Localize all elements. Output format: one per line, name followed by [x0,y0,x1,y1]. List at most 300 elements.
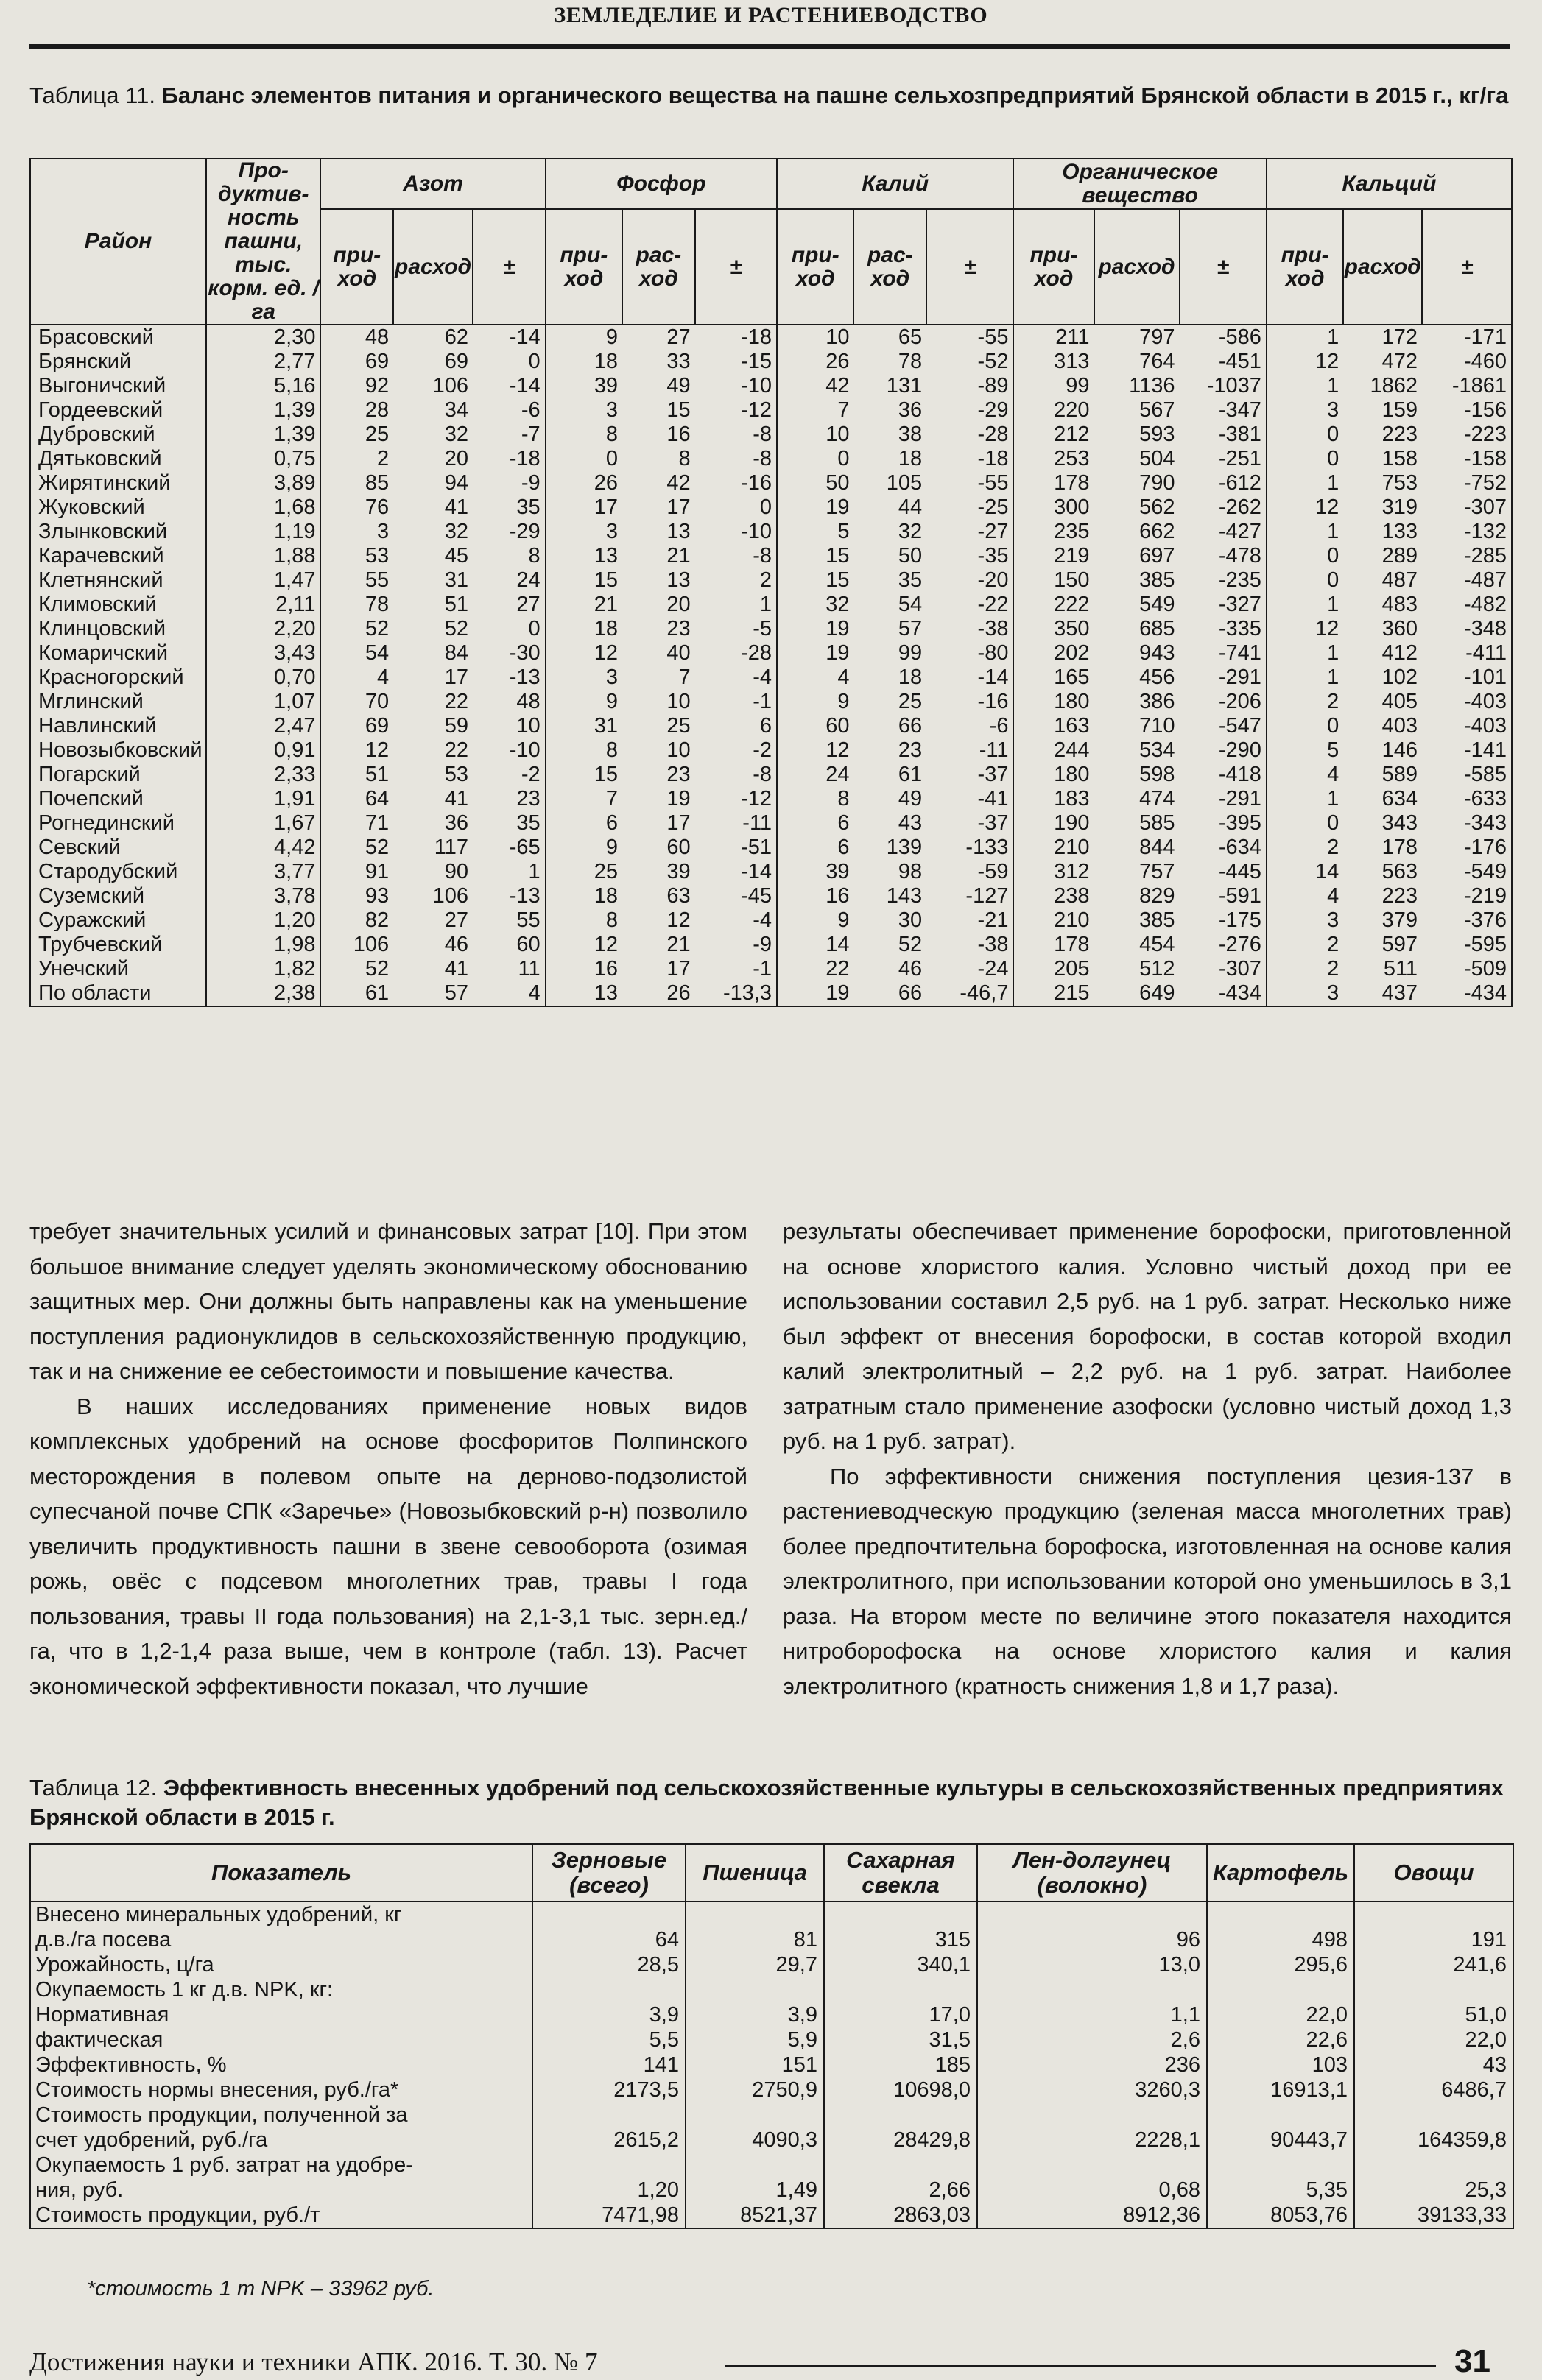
table-cell: 32 [777,593,853,617]
table-cell: 205 [1013,957,1094,981]
table-cell: 15 [546,763,622,787]
table-cell: 44 [898,495,923,519]
table-cell: -35 [977,544,1009,568]
table-cell: 50 [898,544,923,568]
table-cell: -14 [741,860,772,883]
table-cell: 59 [444,714,469,738]
table-cell: 38 [898,423,923,446]
table-row [30,2203,1513,2228]
table-cell: -1 [753,690,772,713]
table-cell: 9 [777,908,853,933]
table-cell: 437 [1381,981,1418,1005]
table-cell: 1136 [1129,374,1175,398]
table-cell: 757 [1139,860,1175,883]
table-cell: 23 [666,763,691,786]
table-cell: 57 [898,617,923,640]
table-cell: 244 [1013,738,1094,763]
table-cell: -418 [1218,763,1261,786]
table-cell: -18 [509,447,541,470]
table-row [30,2077,1513,2102]
table-cell: 1,1 [977,2002,1207,2027]
table-cell: 32 [898,520,923,543]
table-cell: 223 [1381,884,1418,908]
table-cell: 51 [320,763,393,787]
table-cell: 1,39 [206,398,320,423]
table12-caption [29,1773,1513,1832]
table-cell: 16913,1 [1207,2077,1354,2102]
table-cell: -30 [509,641,541,665]
table-cell: 2,30 [206,325,320,350]
table-cell: 25 [320,423,393,447]
table-cell: -741 [1218,641,1261,665]
col-potassium: Калий [777,158,1013,209]
table-cell [686,1977,824,2002]
table-cell: -8 [753,544,772,568]
table-cell: 49 [898,787,923,811]
table-cell: 235 [1013,520,1094,544]
table-cell: -14 [509,325,541,349]
district-name: Красногорский [38,665,184,689]
table-cell: -127 [965,884,1009,908]
table-cell: 60 [516,933,541,956]
table-cell: -434 [1218,981,1261,1005]
table-cell: 55 [320,568,393,593]
table-cell: 25 [898,690,923,713]
table-cell: -11 [742,811,772,835]
table-cell: -2 [753,738,772,762]
table-cell: 1,47 [206,568,320,593]
table-cell: -585 [1463,763,1507,786]
table-cell [824,2153,977,2178]
table-cell: 2 [759,568,772,592]
table-cell: 3,89 [206,471,320,495]
table-cell: 1 [1267,520,1343,544]
table-cell: 1 [759,593,772,616]
table-cell: 797 [1139,325,1175,349]
table-row [30,690,1512,714]
table-cell: 210 [1013,908,1094,933]
table-cell: 51 [444,593,469,616]
table-cell: 42 [666,471,691,495]
table-cell: 85 [320,471,393,495]
table-cell: 27 [666,325,691,349]
table-row [30,1927,1513,1952]
table-cell: -45 [741,884,772,908]
table-cell: 829 [1139,884,1175,908]
table-cell: 340,1 [824,1952,977,1977]
table-cell: 69 [444,350,469,373]
table-cell: -20 [977,568,1009,592]
table-row [30,2127,1513,2153]
table-cell: 1,91 [206,787,320,811]
table-cell: 28429,8 [824,2127,977,2153]
table-cell: 3,9 [532,2002,686,2027]
table-cell: 17 [666,495,691,519]
table-cell: -37 [977,763,1009,786]
table-cell: 943 [1139,641,1175,665]
table-cell: 4,42 [206,836,320,860]
table-cell: 16 [546,957,622,981]
table-cell: 212 [1013,423,1094,447]
table-cell: 12 [1267,617,1343,641]
table-cell: 1,88 [206,544,320,568]
table-cell: 222 [1013,593,1094,617]
table-cell: -55 [977,325,1009,349]
table-cell: -251 [1218,447,1261,470]
table-row [30,933,1512,957]
table-cell: 27 [516,593,541,616]
table-cell: 18 [898,447,923,470]
table-row [30,593,1512,617]
table-cell: 5 [1267,738,1343,763]
table-cell: 1 [1267,787,1343,811]
table-cell: -4 [753,665,772,689]
table-cell: 312 [1013,860,1094,884]
table-cell: 12 [1267,495,1343,520]
col-balance: ± [1180,209,1267,325]
table-cell: 19 [777,495,853,520]
table-cell: 598 [1139,763,1175,786]
table-cell: 16 [777,884,853,908]
table-cell: -4 [753,908,772,932]
col-potato: Картофель [1207,1844,1354,1901]
table-cell: 6 [777,811,853,836]
table-cell: 41 [444,495,469,519]
table-cell: 60 [777,714,853,738]
table-cell: 241,6 [1354,1952,1513,1977]
col-balance: ± [926,209,1013,325]
table-row [30,1977,1513,2002]
table-cell: -12 [741,787,772,811]
table-cell: 39 [666,860,691,883]
table-cell: 685 [1139,617,1175,640]
district-name: Трубчевский [38,933,163,956]
table-cell: 5,16 [206,374,320,398]
district-name: Суражский [38,908,147,932]
table-row [30,763,1512,787]
table-cell: 2173,5 [532,2077,686,2102]
col-grain: Зерновые (всего) [532,1844,686,1901]
table-cell: 27 [444,908,469,932]
table-cell: 23 [516,787,541,811]
table-cell: -16 [741,471,772,495]
table-cell: 15 [546,568,622,593]
table-cell: 0 [528,350,541,373]
table-cell: 8 [546,738,622,763]
table-cell [824,1977,977,2002]
table-cell: -37 [977,811,1009,835]
table-cell [824,2102,977,2127]
table-cell: 19 [777,617,853,641]
table-cell: 697 [1139,544,1175,568]
district-name: Брянский [38,350,132,373]
table-cell: 21 [666,544,691,568]
table-cell: -460 [1463,350,1507,373]
table-row [30,2153,1513,2178]
table-cell: -15 [741,350,772,373]
table-cell: 0 [1267,714,1343,738]
indicator-label: Окупаемость 1 руб. затрат на удобре- [35,2153,413,2177]
table-cell: 483 [1381,593,1418,616]
table-cell: -482 [1463,593,1507,616]
table-cell: 7 [546,787,622,811]
table-cell: 28 [320,398,393,423]
table-cell: 662 [1139,520,1175,543]
table-cell: 567 [1139,398,1175,422]
table-cell: 64 [320,787,393,811]
table-cell: 1,20 [532,2178,686,2203]
col-out: расход [853,209,926,325]
table-cell: 36 [444,811,469,835]
table-row [30,714,1512,738]
table-cell: 178 [1381,836,1418,859]
table-cell: 12 [546,641,622,665]
table-cell: 19 [666,787,691,811]
table-cell: -335 [1218,617,1261,640]
paragraph: результаты обеспечивает применение борофоски, приготовленной на основе хлористого калия. Условно чистый доход при ее использовании составил 2,5 руб. на 1 руб. затрат. Несколько ниже был эффект от внесения борофоски, в состав которой входил калий электролитный – 2,2 руб. на 1 руб. затрат. Наиболее затратным стало применение азофоски (условно чистый доход 1,3 руб. на 1 руб. затрат). [783,1218,1512,1454]
table-cell: -46,7 [960,981,1009,1005]
indicator-label: Стоимость продукции, полученной за [35,2103,408,2127]
table-cell: 28,5 [532,1952,686,1977]
table-cell: 202 [1013,641,1094,665]
table-cell: 48 [320,325,393,350]
district-name: Клетнянский [38,568,163,592]
table-cell: -549 [1463,860,1507,883]
indicator-label: ния, руб. [35,2178,124,2202]
table-cell: -348 [1463,617,1507,640]
table-row [30,447,1512,471]
table-cell: -1861 [1451,374,1507,398]
table-cell [1207,1901,1354,1927]
table-cell: -24 [977,957,1009,981]
table-cell: 2,11 [206,593,320,617]
table-cell: 1 [1267,374,1343,398]
district-name: Клинцовский [38,617,166,640]
table-cell [1354,1901,1513,1927]
table-cell: -2 [521,763,541,786]
table-cell: -52 [977,350,1009,373]
table-cell: 51,0 [1354,2002,1513,2027]
footer-rule [725,2365,1436,2367]
table-cell: -12 [741,398,772,422]
table-cell: 84 [444,641,469,665]
table-cell: 26 [666,981,691,1005]
table-cell: 81 [686,1927,824,1952]
table-cell: 133 [1381,520,1418,543]
table-cell: -434 [1463,981,1507,1005]
table-cell: 5,9 [686,2027,824,2052]
table-cell: -18 [977,447,1009,470]
table-cell: 386 [1139,690,1175,713]
table-cell: 13 [546,544,622,568]
table-cell: 49 [666,374,691,398]
page-number: 31 [1454,2343,1490,2379]
table-cell: -487 [1463,568,1507,592]
table-cell: -16 [977,690,1009,713]
table-cell: 190 [1013,811,1094,836]
table-cell: -10 [509,738,541,762]
table-cell: -22 [977,593,1009,616]
table-row [30,908,1512,933]
table-cell: 12 [666,908,691,932]
table-cell: 64 [532,1927,686,1952]
district-name: Мглинский [38,690,144,713]
table-cell [977,1977,1207,2002]
text-column-right [783,1214,1512,1703]
table-cell: -327 [1218,593,1261,616]
journal-footer: Достижения науки и техники АПК. 2016. Т. 30. № 7 [29,2348,598,2376]
table-cell: 634 [1381,787,1418,811]
table-cell: -65 [509,836,541,859]
table-cell: 2863,03 [824,2203,977,2228]
table-cell: 39133,33 [1354,2203,1513,2228]
table-cell: 41 [444,957,469,981]
table-cell: -158 [1463,447,1507,470]
table-cell: 17,0 [824,2002,977,2027]
table-cell: 180 [1013,690,1094,714]
table-cell: 52 [444,617,469,640]
table-cell: 103 [1207,2052,1354,2077]
table-cell: 131 [886,374,923,398]
table-cell: -38 [977,933,1009,956]
table-cell: 379 [1381,908,1418,932]
table-row [30,495,1512,520]
table-cell: 151 [686,2052,824,2077]
table-cell: -634 [1218,836,1261,859]
table-cell: 3,9 [686,2002,824,2027]
table-cell: 764 [1139,350,1175,373]
col-phosphorus: Фосфор [546,158,777,209]
col-organic: Органическое вещество [1013,158,1266,209]
table-cell: 4 [320,665,393,690]
table-cell: -347 [1218,398,1261,422]
table-row [30,2027,1513,2052]
table-cell: 26 [546,471,622,495]
table11 [29,158,1513,1007]
table-cell: 0 [1267,568,1343,593]
table-cell: 52 [898,933,923,956]
district-name: Выгоничский [38,374,166,398]
col-out: расход [622,209,695,325]
table-cell: 99 [898,641,923,665]
table-cell: 563 [1381,860,1418,883]
table-cell: 4 [1267,884,1343,908]
table-cell: 456 [1139,665,1175,689]
table-cell: 1,68 [206,495,320,520]
table-cell: 43 [898,811,923,835]
table-row [30,811,1512,836]
table-cell: 18 [898,665,923,689]
table-row [30,617,1512,641]
table-cell: 319 [1381,495,1418,519]
table-cell: 8912,36 [977,2203,1207,2228]
table-cell: 25 [666,714,691,738]
table-cell: 17 [666,811,691,835]
table-cell: 17 [666,957,691,981]
table-cell: 2615,2 [532,2127,686,2153]
table-cell: -307 [1218,957,1261,981]
table-cell: 14 [1267,860,1343,884]
col-indicator: Показатель [30,1844,532,1901]
table-cell: -262 [1218,495,1261,519]
table-cell: 403 [1381,714,1418,738]
table-cell: 2,77 [206,350,320,374]
district-name: По области [38,981,152,1005]
table12-caption-title: Эффективность внесенных удобрений под сельскохозяйственные культуры в сельскохозяйственных предприятиях Брянской области в 2015 г. [29,1775,1504,1830]
table-cell: 360 [1381,617,1418,640]
table-cell [532,1901,686,1927]
table-cell: 50 [777,471,853,495]
table-cell: -9 [521,471,541,495]
table-cell: 1,20 [206,908,320,933]
table-cell: -9 [753,933,772,956]
table-cell [1207,2102,1354,2127]
table-cell: 593 [1139,423,1175,446]
table-cell: 17 [444,665,469,689]
table-cell: 7 [777,398,853,423]
table-cell: -633 [1463,787,1507,811]
table-cell: 13 [546,981,622,1006]
table-cell [977,2153,1207,2178]
table-cell: 1862 [1370,374,1418,398]
table-cell: -14 [509,374,541,398]
table-cell [1207,2153,1354,2178]
table-cell [824,1901,977,1927]
table-cell: 1,07 [206,690,320,714]
table-cell: 25,3 [1354,2178,1513,2203]
table-cell: 2,20 [206,617,320,641]
col-balance: ± [473,209,546,325]
table-cell [977,2102,1207,2127]
table-cell: 35 [516,811,541,835]
table-cell: 343 [1381,811,1418,835]
table-cell: 3 [546,665,622,690]
district-name: Унечский [38,957,129,981]
table-row [30,471,1512,495]
table-cell [532,2153,686,2178]
paragraph: По эффективности снижения поступления цезия-137 в растениеводческую продукцию (зеленая масса многолетних трав) более предпочтительна борофоска, изготовленная на основе калия электролитного, при использовании которой оно уменьшилось в 3,1 раза. На втором месте по величине этого показателя находится нитроборофоска на основе хлористого калия и калия электролитного (кратность снижения 1,8 и 1,7 раза). [783,1463,1512,1699]
table-cell: 511 [1383,957,1418,981]
table-cell: 219 [1013,544,1094,568]
table-cell: 25 [546,860,622,884]
district-name: Дятьковский [38,447,162,470]
table-cell: -13,3 [722,981,772,1005]
table-cell: -395 [1218,811,1261,835]
table-cell: -586 [1218,325,1261,349]
table-cell: -403 [1463,690,1507,713]
table-cell: -11 [979,738,1009,762]
table-cell [532,2102,686,2127]
table-cell: 0 [759,495,772,519]
col-out: расход [1094,209,1180,325]
table-cell: 39 [546,374,622,398]
table-cell: 35 [516,495,541,519]
table-cell [1207,1977,1354,2002]
table-cell: 3,77 [206,860,320,884]
table-cell: 9 [546,690,622,714]
table-cell: -55 [977,471,1009,495]
table-cell: 191 [1354,1927,1513,1952]
table-cell: -206 [1218,690,1261,713]
table-cell: 0 [1267,811,1343,836]
table-cell: -547 [1218,714,1261,738]
table-cell: 55 [516,908,541,932]
table-cell: 34 [444,398,469,422]
district-name: Дубровский [38,423,155,446]
col-nitrogen: Азот [320,158,545,209]
header-rule [29,44,1510,49]
table-cell: 0,75 [206,447,320,471]
